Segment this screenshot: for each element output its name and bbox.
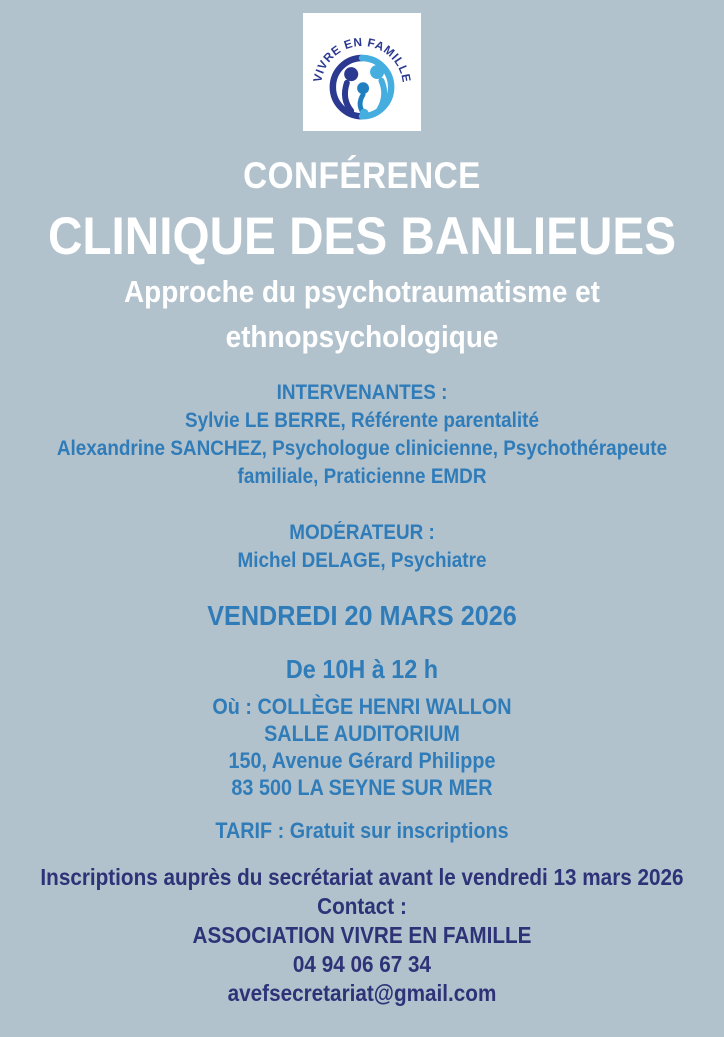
speakers-section [36,379,688,491]
speaker-2-line2: familiale, Praticienne EMDR [237,465,487,488]
logo-arc-text: VIVRE EN FAMILLE [310,34,414,85]
location-room: SALLE AUDITORIUM [264,721,460,746]
conference-poster [0,13,724,1037]
event-subtitle-line2: ethnopsychologique [225,319,499,354]
location-venue: Où : COLLÈGE HENRI WALLON [212,694,512,719]
phone-number: 04 94 06 67 34 [292,951,432,977]
registration-deadline: Inscriptions auprès du secrétariat avant le vendredi 13 mars 2026 [40,864,684,890]
speaker-1: Sylvie LE BERRE, Référente parentalité [185,409,539,432]
contact-label: Contact : [317,893,407,919]
moderator-section [36,519,688,575]
logo-parent-right-head [370,65,384,79]
organization-name: ASSOCIATION VIVRE EN FAMILLE [192,922,532,948]
logo-parent-left-body [345,83,351,111]
location-section [36,693,688,801]
logo-child-body [360,95,363,111]
moderator-heading: MODÉRATEUR : [289,521,435,544]
location-street: 150, Avenue Gérard Philippe [228,748,496,773]
logo-parent-right-body [379,81,384,110]
price-line: TARIF : Gratuit sur inscriptions [215,818,509,843]
event-subtitle-line1: Approche du psychotraumatisme et [124,274,600,309]
email-address: avefsecretariat@gmail.com [227,980,497,1006]
logo-small-child-head [360,109,369,118]
footer-section [36,863,688,1008]
event-title: CLINIQUE DES BANLIEUES [47,207,677,266]
logo-parent-left-head [344,67,358,81]
event-subtitle [36,269,688,359]
speaker-2-line1: Alexandrine SANCHEZ, Psychologue clinicienne, Psychothérapeute [56,437,668,460]
speakers-heading: INTERVENANTES : [276,381,448,404]
location-city: 83 500 LA SEYNE SUR MER [231,775,493,800]
event-time: De 10H à 12 h [285,654,439,684]
event-date: VENDREDI 20 MARS 2026 [207,600,517,631]
association-logo [303,13,421,131]
moderator-name: Michel DELAGE, Psychiatre [237,549,487,572]
event-kicker: CONFÉRENCE [243,155,481,196]
family-circle-logo-icon [308,18,416,126]
